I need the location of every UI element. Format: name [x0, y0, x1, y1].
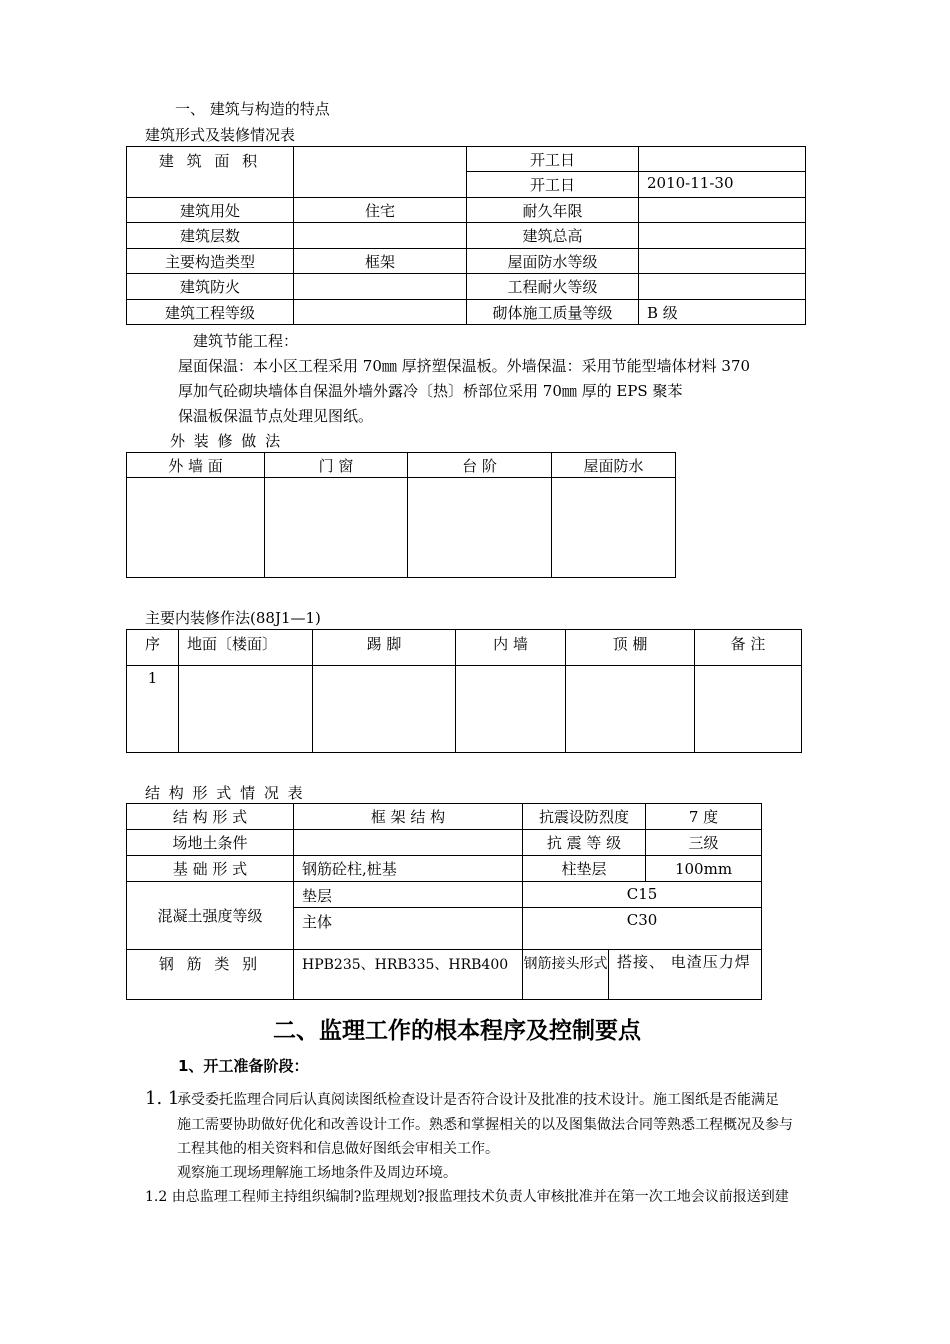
- section-heading-1: 一、 建筑与构造的特点: [175, 100, 330, 118]
- energy-title: 建筑节能工程：: [193, 332, 299, 350]
- cell-value: [639, 274, 806, 300]
- cell-value: [294, 300, 467, 325]
- interior-title: 主要内装修作法(88J1—1): [145, 609, 321, 627]
- cell-label: 场地土条件: [127, 830, 294, 856]
- empty-cell: [313, 666, 456, 753]
- header-cell: 门 窗: [265, 453, 408, 478]
- cell-label: 工程耐火等级: [467, 274, 639, 300]
- header-cell: 顶 棚: [566, 630, 695, 666]
- empty-cell: [456, 666, 566, 753]
- header-cell: 备 注: [695, 630, 802, 666]
- rebar-label: 钢 筋 类 别: [127, 950, 294, 1000]
- cell-value: 7 度: [646, 804, 762, 830]
- cell-label: 屋面防水等级: [467, 249, 639, 274]
- header-cell: 台 阶: [408, 453, 552, 478]
- cell-value: 钢筋砼柱,桩基: [294, 856, 523, 882]
- building-form-table: [126, 146, 806, 325]
- cell-value: 框 架 结 构: [294, 804, 523, 830]
- cell-label: 砌体施工质量等级: [467, 300, 639, 325]
- exterior-title: 外 装 修 做 法: [170, 432, 283, 450]
- header-cell: 外 墙 面: [127, 453, 265, 478]
- structure-table: [126, 803, 762, 1000]
- cell-start-value: [639, 147, 806, 172]
- empty-cell: [127, 478, 265, 578]
- header-cell: 内 墙: [456, 630, 566, 666]
- energy-line: 保温板保温节点处理见图纸。: [178, 407, 374, 425]
- paragraph-line: 工程其他的相关资料和信息做好图纸会审相关工作。: [177, 1141, 499, 1157]
- paragraph-line: 观察施工现场理解施工场地条件及周边环境。: [177, 1165, 457, 1181]
- exterior-table: [126, 452, 676, 578]
- cell-label: 主要构造类型: [127, 249, 294, 274]
- cell-value: [639, 223, 806, 249]
- energy-line: 屋面保温：本小区工程采用 70㎜ 厚挤塑保温板。外墙保温：采用节能型墙体材料 370: [178, 357, 751, 375]
- cell-label: 建筑用处: [127, 198, 294, 223]
- empty-cell: [566, 666, 695, 753]
- table1-title: 建筑形式及装修情况表: [145, 126, 296, 144]
- cell-area-value: [294, 147, 467, 198]
- cell-value: [639, 198, 806, 223]
- header-cell: 踢 脚: [313, 630, 456, 666]
- cell-label: 建筑总高: [467, 223, 639, 249]
- cell-value: 三级: [646, 830, 762, 856]
- concrete-part: 主体: [294, 908, 523, 950]
- cell-start2-label: 开工日: [467, 172, 639, 198]
- cell-start-label: 开工日: [467, 147, 639, 172]
- cell-start2-value: 2010-11-30: [639, 172, 806, 198]
- paragraph-line: 1.2 由总监理工程师主持组织编制?监理规划?报监理技术负责人审核批准并在第一次工地会议前报送到建: [145, 1189, 789, 1205]
- concrete-part: 垫层: [294, 882, 523, 908]
- cell-area-label: 建 筑 面 积: [127, 147, 294, 198]
- interior-table: [126, 629, 802, 753]
- cell-value: 100mm: [646, 856, 762, 882]
- cell-label: 结 构 形 式: [127, 804, 294, 830]
- energy-line: 厚加气砼砌块墙体自保温外墙外露冷〔热〕桥部位采用 70㎜ 厚的 EPS 聚苯: [178, 382, 683, 400]
- cell-value: [639, 249, 806, 274]
- cell-label: 建筑防火: [127, 274, 294, 300]
- cell-label: 基 础 形 式: [127, 856, 294, 882]
- cell-value: 住宅: [294, 198, 467, 223]
- header-cell: 地面〔楼面〕: [179, 630, 313, 666]
- cell-value: [294, 223, 467, 249]
- empty-cell: [265, 478, 408, 578]
- cell-label: 抗震设防烈度: [523, 804, 646, 830]
- cell-value: B 级: [639, 300, 806, 325]
- rebar-types: HPB235、HRB335、HRB400: [294, 950, 523, 1000]
- structure-title: 结 构 形 式 情 况 表: [145, 784, 305, 802]
- cell-label: 抗 震 等 级: [523, 830, 646, 856]
- item-number: 1. 1: [145, 1088, 180, 1109]
- cell-label: 建筑层数: [127, 223, 294, 249]
- concrete-grade: C30: [523, 908, 762, 950]
- empty-cell: [695, 666, 802, 753]
- cell-label: 建筑工程等级: [127, 300, 294, 325]
- cell-label: 耐久年限: [467, 198, 639, 223]
- cell-label: 柱垫层: [523, 856, 646, 882]
- cell-value: [294, 274, 467, 300]
- row-number: 1: [127, 666, 179, 753]
- subheading-1: 1、开工准备阶段：: [178, 1057, 309, 1075]
- section-heading-2: 二、监理工作的根本程序及控制要点: [273, 1018, 641, 1044]
- concrete-label: 混凝土强度等级: [127, 882, 294, 950]
- paragraph-line: 承受委托监理合同后认真阅读图纸检查设计是否符合设计及批准的技术设计。施工图纸是否能满足: [177, 1092, 779, 1108]
- cell-value: [294, 830, 523, 856]
- cell-value: 框架: [294, 249, 467, 274]
- empty-cell: [408, 478, 552, 578]
- splice-label: 钢筋接头形式: [523, 950, 609, 1000]
- empty-cell: [179, 666, 313, 753]
- splice-value: 搭接、 电渣压力焊: [609, 950, 762, 1000]
- concrete-grade: C15: [523, 882, 762, 908]
- empty-cell: [552, 478, 676, 578]
- paragraph-line: 施工需要协助做好优化和改善设计工作。熟悉和掌握相关的以及图集做法合同等熟悉工程概况及参与: [177, 1117, 793, 1133]
- header-cell: 屋面防水: [552, 453, 676, 478]
- header-cell: 序: [127, 630, 179, 666]
